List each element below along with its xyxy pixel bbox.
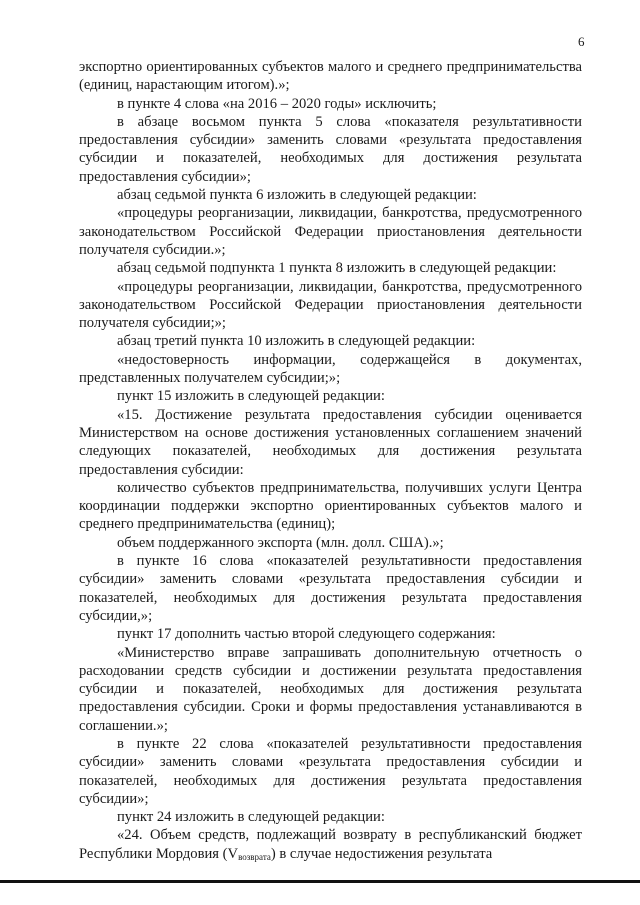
paragraph: в пункте 16 слова «показателей результативности предоставления субсидии» заменить словами «результата предоставления субсидии и показателей, необходимых для достижения результата предоставления субсидии,»; xyxy=(79,553,582,624)
paragraph: «недостоверность информации, содержащейся в документах, представленных получателем субсидии;»; xyxy=(79,351,582,387)
paragraph: количество субъектов предпринимательства, получивших услуги Центра координации поддержки экспортно ориентированных субъектов малого и среднего предпринимательства (единиц); xyxy=(79,479,582,533)
paragraph: пункт 24 изложить в следующей редакции: xyxy=(117,809,385,826)
page-number: 6 xyxy=(578,34,585,49)
paragraph-last xyxy=(79,826,582,866)
paragraph: абзац седьмой подпункта 1 пункта 8 изложить в следующей редакции: xyxy=(117,260,557,277)
paragraph: пункт 17 дополнить частью второй следующего содержания: xyxy=(117,626,496,643)
paragraph: «процедуры реорганизации, ликвидации, банкротства, предусмотренного законодательством Российской Федерации приостановления деятельности получателя субсидии;»; xyxy=(79,278,582,332)
paragraph: абзац седьмой пункта 6 изложить в следующей редакции: xyxy=(117,187,477,204)
paragraph-last-end: ) в случае недостижения результата xyxy=(270,845,493,862)
paragraph: «процедуры реорганизации, ликвидации, банкротства, предусмотренного законодательством Российской Федерации приостановления деятельности получателя субсидии.»; xyxy=(79,205,582,258)
paragraph: «15. Достижение результата предоставления субсидии оценивается Министерством на основе достижения установленных соглашением значений следующих показателей, необходимых для достижения результата предоставления субсидии: xyxy=(79,406,582,478)
formula-subscript: возврата xyxy=(238,851,271,862)
paragraph: в пункте 22 слова «показателей результативности предоставления субсидии» заменить словами «результата предоставления субсидии и показателей, необходимых для достижения результата предоставления субсидии»; xyxy=(79,735,582,807)
paragraph: пункт 15 изложить в следующей редакции: xyxy=(117,388,385,405)
paragraph: экспортно ориентированных субъектов малого и среднего предпринимательства (единиц, нарастающим итогом).»; xyxy=(79,59,582,94)
document-body xyxy=(79,58,582,866)
paragraph: в абзаце восьмом пункта 5 слова «показателя результативности предоставления субсидии» заменить словами «результата предоставления субсидии и показателей, необходимых для достижения результата предоставления субсидии»; xyxy=(79,113,582,185)
page-bottom-rule xyxy=(0,880,640,883)
paragraph: «Министерство вправе запрашивать дополнительную отчетность о расходовании средств субсидии и достижении результата предоставления субсидии и показателей, необходимых для достижения результата предоставления субсидии. Сроки и формы предоставления устанавливаются в соглашении.»; xyxy=(79,644,582,734)
paragraph: в пункте 4 слова «на 2016 – 2020 годы» исключить; xyxy=(117,95,437,112)
paragraph: объем поддержанного экспорта (млн. долл. США).»; xyxy=(117,534,444,551)
paragraph-last-start: «24. Объем средств, подлежащий возврату в республиканский бюджет Республики Мордовия (V xyxy=(79,827,582,862)
paragraph: абзац третий пункта 10 изложить в следующей редакции: xyxy=(117,333,476,350)
